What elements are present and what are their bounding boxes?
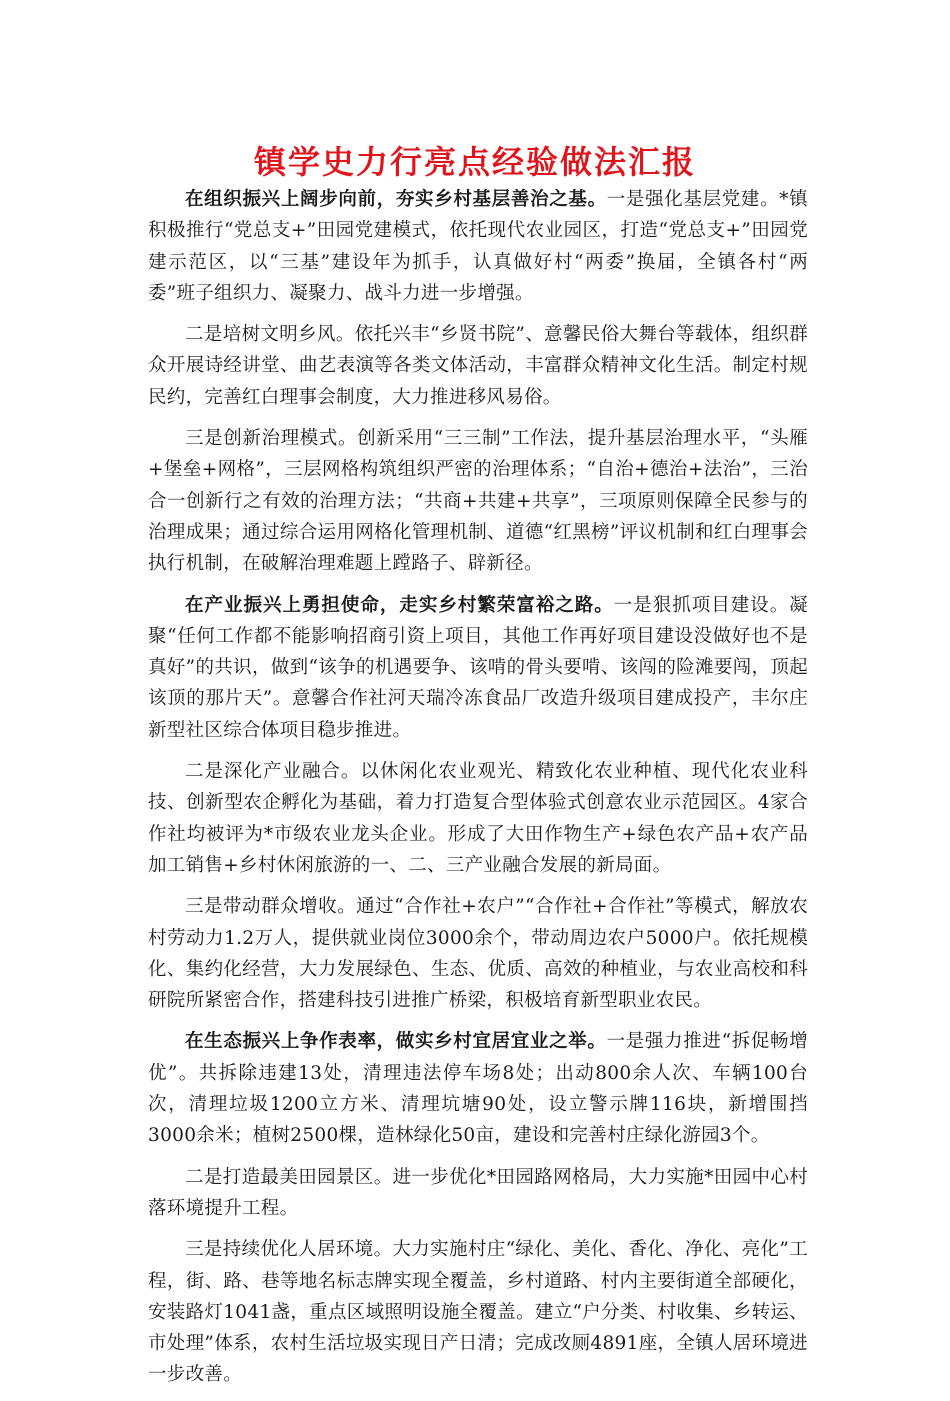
paragraph: [148, 756, 808, 881]
paragraph: [148, 590, 808, 746]
document-title: 镇学史力行亮点经验做法汇报: [253, 143, 696, 181]
paragraph: [148, 1026, 808, 1151]
paragraph-text: 一是狠抓项目建设。凝聚“任何工作都不能影响招商引资上项目，其他工作再好项目建设没做好也不是真好”的共识，做到“该争的机遇要争、该啃的骨头要啃、该闯的险滩要闯，顶起该顶的那片天”。意馨合作社河天瑞冷冻食品厂改造升级项目建成投产，丰尔庄新型社区综合体项目稳步推进。: [148, 594, 808, 741]
paragraph-text: 一是强力推进“拆促畅增优”。共拆除违建13处，清理违法停车场8处；出动800余人次、车辆100台次，清理垃圾1200立方米、清理坑塘90处，设立警示牌116块，新增围挡3000余米；植树2500棵，造林绿化50亩，建设和完善村庄绿化游园3个。: [148, 1031, 809, 1147]
paragraph: [148, 1162, 808, 1225]
section-heading: 在组织振兴上阔步向前，夯实乡村基层善治之基。: [185, 189, 607, 210]
paragraph-text: 一是强化基层党建。*镇积极推行“党总支+”田园党建模式，依托现代农业园区，打造“党总支+”田园党建示范区，以“三基”建设年为抓手，认真做好村“两委”换届，全镇各村“两委”班子组织力、凝聚力、战斗力进一步增强。: [148, 189, 808, 304]
document-body: [148, 184, 808, 1401]
paragraph-text: 三是带动群众增收。通过“合作社+农户”“合作社+合作社”等模式，解放农村劳动力1.2万人，提供就业岗位3000余个，带动周边农户5000户。依托规模化、集约化经营，大力发展绿色、生态、优质、高效的种植业，与农业高校和科研院所紧密合作，搭建科技引进推广桥梁，积极培育新型职业农民。: [148, 896, 808, 1012]
paragraph: [148, 319, 808, 413]
section-heading: 在产业振兴上勇担使命，走实乡村繁荣富裕之路。: [185, 594, 614, 616]
paragraph: [148, 184, 808, 309]
paragraph-text: 三是持续优化人居环境。大力实施村庄“绿化、美化、香化、净化、亮化”工程，街、路、巷等地名标志牌实现全覆盖，乡村道路、村内主要街道全部硬化，安装路灯1041盏，重点区域照明设施全覆盖。建立“户分类、村收集、乡转运、市处理”体系，农村生活垃圾实现日产日清；完成改厕4891座，全镇人居环境进一步改善。: [148, 1239, 808, 1386]
paragraph-text: 三是创新治理模式。创新采用“三三制”工作法，提升基层治理水平，“头雁+堡垒+网格”，三层网格构筑组织严密的治理体系；“自治+德治+法治”，三治合一创新行之有效的治理方法；“共商+共建+共享”，三项原则保障全民参与的治理成果；通过综合运用网格化管理机制、道德“红黑榜”评议机制和红白理事会执行机制，在破解治理难题上蹚路子、辟新径。: [148, 428, 808, 575]
paragraph-text: 二是打造最美田园景区。进一步优化*田园路网格局，大力实施*田园中心村落环境提升工程。: [148, 1166, 808, 1219]
paragraph-text: 二是深化产业融合。以休闲化农业观光、精致化农业种植、现代化农业科技、创新型农企孵化为基础，着力打造复合型体验式创意农业示范园区。4家合作社均被评为*市级农业龙头企业。形成了大田作物生产+绿色农产品+农产品加工销售+乡村休闲旅游的一、二、三产业融合发展的新局面。: [148, 761, 808, 876]
paragraph: [148, 423, 808, 579]
section-heading: 在生态振兴上争作表率，做实乡村宜居宜业之举。: [185, 1031, 607, 1053]
paragraph: [148, 891, 808, 1016]
paragraph-text: 二是培树文明乡风。依托兴丰“乡贤书院”、意馨民俗大舞台等载体，组织群众开展诗经讲堂、曲艺表演等各类文体活动，丰富群众精神文化生活。制定村规民约，完善红白理事会制度，大力推进移风易俗。: [148, 324, 808, 408]
paragraph: [148, 1234, 808, 1390]
